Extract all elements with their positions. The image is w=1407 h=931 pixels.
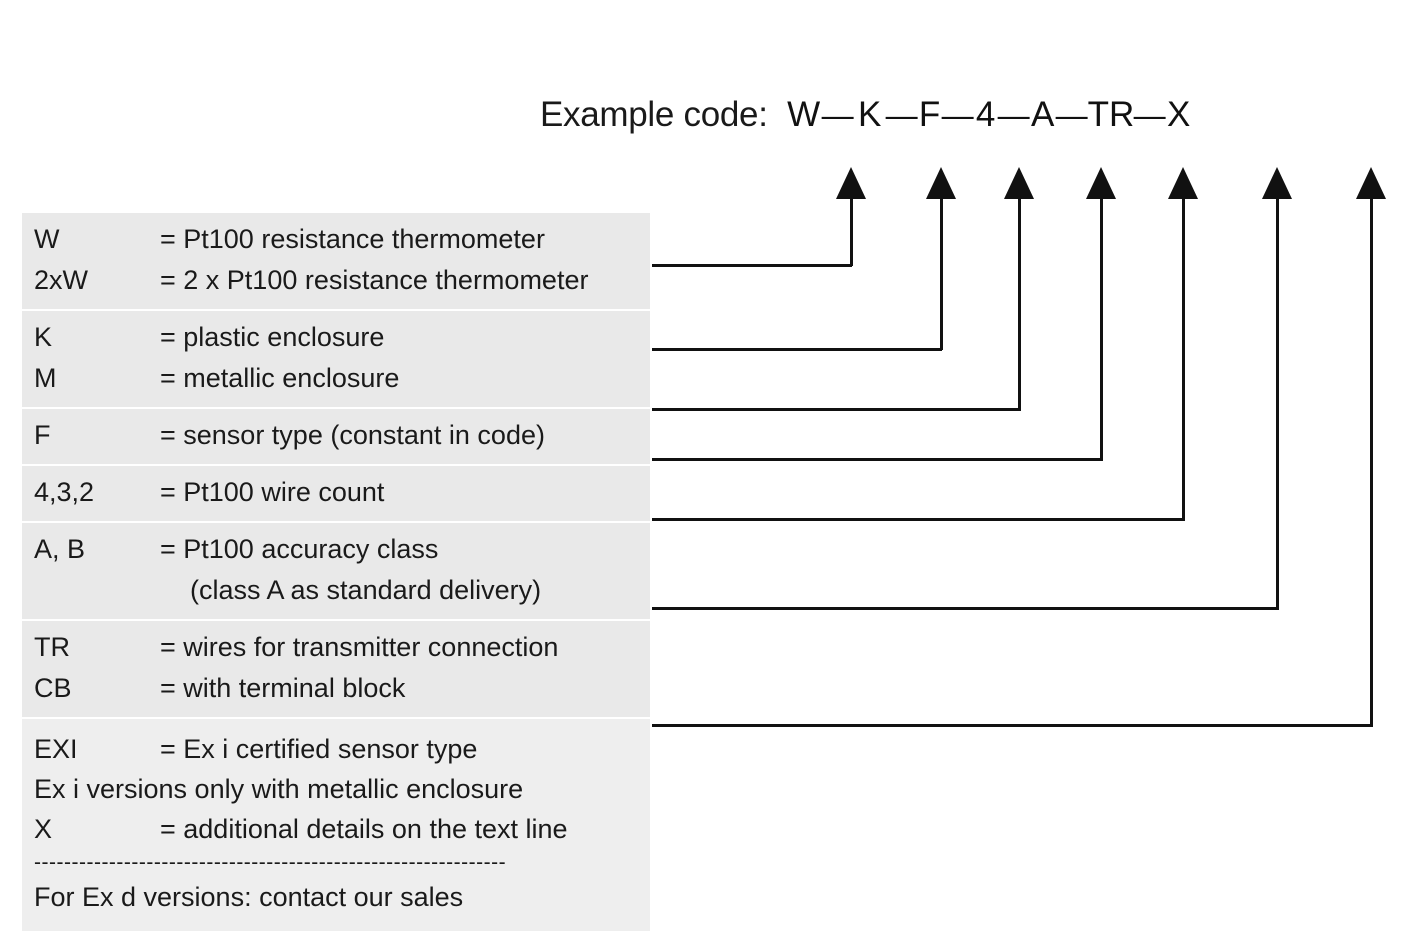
legend-group-5	[22, 521, 650, 619]
arrow-up-icon-5	[1168, 167, 1198, 199]
code-token-5: A	[1030, 95, 1055, 134]
legend-key: EXI	[34, 734, 78, 764]
code-token-1: W	[787, 95, 821, 134]
code-separator-4: —	[997, 97, 1030, 133]
legend-value: = Ex i certified sensor type	[160, 734, 478, 764]
legend-value: = 2 x Pt100 resistance thermometer	[160, 265, 589, 295]
legend-table	[22, 213, 650, 931]
legend-key: CB	[34, 673, 72, 703]
legend-value: (class A as standard delivery)	[190, 575, 542, 605]
legend-value: = metallic enclosure	[160, 363, 400, 393]
legend-key: F	[34, 420, 51, 450]
legend-key: X	[34, 814, 53, 844]
connector-stem-4	[1100, 199, 1103, 460]
legend-key: M	[34, 363, 57, 393]
connector-run-4	[652, 458, 1103, 461]
legend-footer: For Ex d versions: contact our sales	[34, 882, 464, 912]
code-token-3: F	[918, 95, 941, 134]
code-separator-6: —	[1133, 97, 1166, 133]
legend-row	[22, 472, 650, 513]
legend-value: = plastic enclosure	[160, 322, 385, 352]
example-code-label: Example code:	[540, 95, 768, 134]
legend-row	[22, 260, 650, 301]
legend-value: = additional details on the text line	[160, 814, 568, 844]
legend-group-4	[22, 464, 650, 521]
legend-value: = Pt100 wire count	[160, 477, 385, 507]
connector-run-7	[652, 724, 1373, 727]
legend-group-1	[22, 213, 650, 309]
legend-key: K	[34, 322, 53, 352]
legend-key: A, B	[34, 534, 86, 564]
connector-run-2	[652, 348, 942, 351]
arrow-up-icon-1	[836, 167, 866, 199]
legend-key: TR	[34, 632, 70, 662]
legend-key: 2xW	[34, 265, 88, 295]
code-separator-2: —	[885, 97, 918, 133]
code-separator-3: —	[941, 97, 974, 133]
legend-row	[22, 415, 650, 456]
arrow-up-icon-2	[926, 167, 956, 199]
legend-group-3	[22, 407, 650, 464]
connector-run-5	[652, 518, 1185, 521]
connector-stem-6	[1276, 199, 1279, 609]
code-token-7: X	[1166, 95, 1191, 134]
connector-stem-3	[1018, 199, 1021, 410]
legend-key: 4,3,2	[34, 477, 95, 507]
legend-value: = wires for transmitter connection	[160, 632, 559, 662]
arrow-up-icon-6	[1262, 167, 1292, 199]
legend-row	[22, 529, 650, 570]
legend-value: = sensor type (constant in code)	[160, 420, 545, 450]
legend-row	[22, 570, 650, 611]
legend-row	[22, 668, 650, 709]
code-separator-1: —	[821, 97, 854, 133]
legend-row	[22, 729, 650, 769]
connector-run-1	[652, 264, 852, 267]
legend-row	[22, 219, 650, 260]
arrow-up-icon-7	[1356, 167, 1386, 199]
legend-key: W	[34, 224, 60, 254]
legend-row	[22, 358, 650, 399]
legend-value: = Pt100 accuracy class	[160, 534, 439, 564]
arrow-up-icon-4	[1086, 167, 1116, 199]
example-code-line	[540, 95, 1192, 135]
legend-value: = with terminal block	[160, 673, 406, 703]
connector-run-6	[652, 607, 1279, 610]
legend-row	[22, 809, 650, 849]
legend-note: Ex i versions only with metallic enclosure	[34, 774, 524, 804]
connector-stem-5	[1182, 199, 1185, 520]
legend-group-6	[22, 619, 650, 717]
code-token-6: TR	[1087, 95, 1135, 134]
legend-row	[22, 627, 650, 668]
connector-stem-7	[1370, 199, 1373, 726]
arrow-up-icon-3	[1004, 167, 1034, 199]
connector-stem-1	[850, 199, 853, 266]
legend-group-extra	[22, 717, 650, 931]
connector-run-3	[652, 408, 1021, 411]
code-token-4: 4	[975, 95, 996, 134]
legend-value: = Pt100 resistance thermometer	[160, 224, 545, 254]
connector-stem-2	[940, 199, 943, 350]
code-token-2: K	[857, 95, 882, 134]
legend-divider: ---------------------------------------------------------------	[34, 851, 507, 874]
legend-group-2	[22, 309, 650, 407]
legend-row	[22, 317, 650, 358]
code-separator-5: —	[1055, 97, 1088, 133]
